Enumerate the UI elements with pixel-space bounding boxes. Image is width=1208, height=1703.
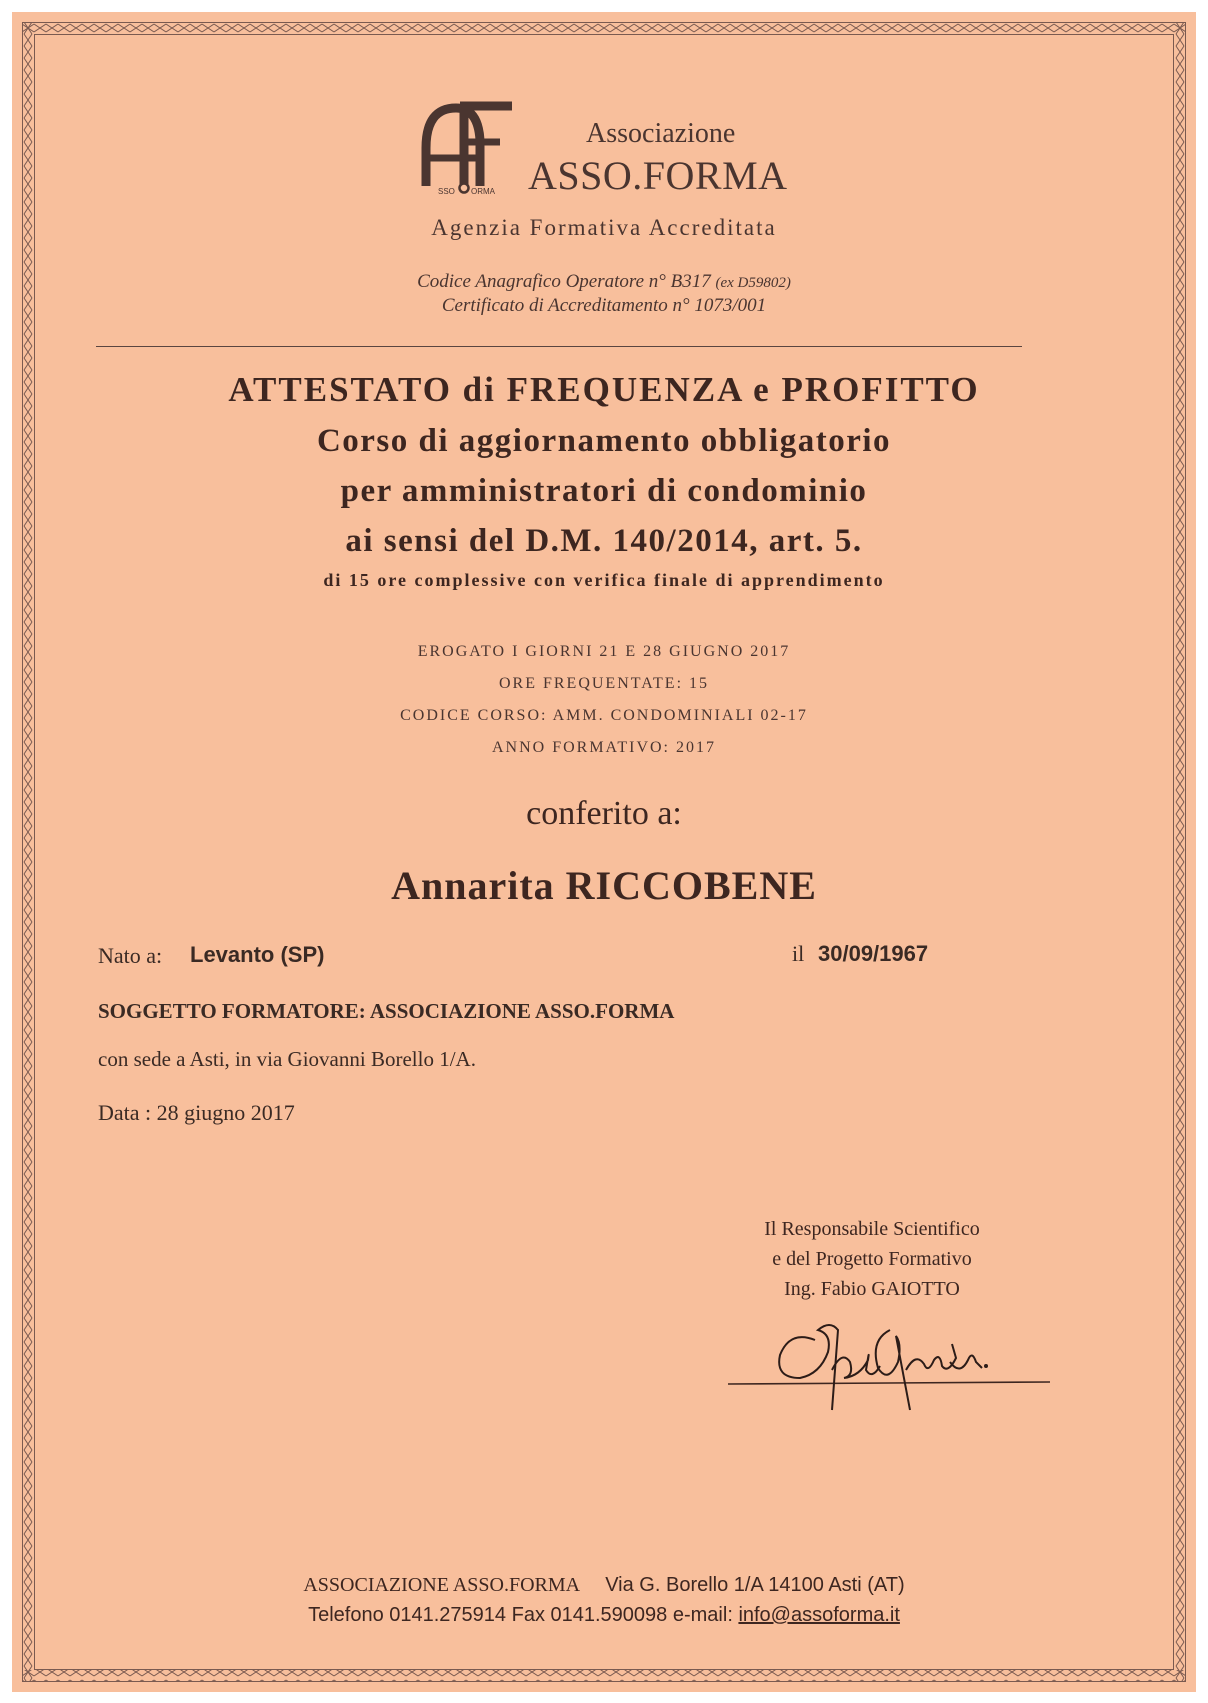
footer-contact-line [0, 1604, 1208, 1627]
birth-place-label: Nato a: [98, 943, 163, 968]
operator-code-line [0, 271, 1208, 293]
course-detail-dates: EROGATO I GIORNI 21 E 28 GIUGNO 2017 [417, 643, 791, 660]
course-detail-hours: ORE FREQUENTATE: 15 [498, 675, 710, 692]
association-name: ASSO.FORMA [528, 153, 788, 198]
birth-place-value: Levanto (SP) [190, 942, 325, 967]
course-title-line-2: per amministratori di condominio [340, 473, 868, 509]
accreditation-certificate: Certificato di Accreditamento n° 1073/001 [441, 295, 767, 316]
assoforma-logo [418, 100, 818, 210]
association-label: Associazione [586, 118, 736, 149]
footer-phone: Telefono 0141.275914 [308, 1604, 507, 1626]
conferred-label: conferito a: [526, 795, 682, 832]
af-monogram-icon [418, 100, 528, 210]
footer-address: Via G. Borello 1/A 14100 Asti (AT) [605, 1574, 905, 1596]
signatory-title-2: e del Progetto Formativo [772, 1248, 972, 1270]
footer-fax: Fax 0141.590098 [511, 1604, 668, 1626]
footer-address-line [0, 1574, 1208, 1597]
course-detail-year: ANNO FORMATIVO: 2017 [491, 739, 716, 756]
header-divider [96, 346, 1022, 347]
footer-email-link[interactable]: info@assoforma.it [738, 1604, 900, 1626]
signatory-title-1: Il Responsabile Scientifico [764, 1218, 980, 1240]
recipient-name: Annarita RICCOBENE [391, 863, 817, 908]
signatory-name: Ing. Fabio GAIOTTO [784, 1278, 960, 1300]
logo-small-text-left: SSO [438, 187, 455, 196]
course-title-line-1: Corso di aggiornamento obbligatorio [316, 423, 892, 459]
handwritten-signature [720, 1300, 1060, 1420]
training-provider: SOGGETTO FORMATORE: ASSOCIAZIONE ASSO.FORMA [98, 999, 675, 1023]
logo-small-text-right: ORMA [471, 187, 495, 196]
agency-subtitle: Agenzia Formativa Accreditata [431, 215, 777, 240]
course-detail-code: CODICE CORSO: AMM. CONDOMINIALI 02-17 [400, 707, 808, 724]
operator-code-ex: (ex D59802) [715, 275, 791, 291]
operator-code: Codice Anagrafico Operatore n° B317 [417, 271, 711, 292]
footer-email-label: e-mail: [672, 1604, 733, 1626]
birth-date-value: 30/09/1967 [818, 941, 929, 966]
course-title-line-3: ai sensi del D.M. 140/2014, art. 5. [345, 523, 863, 559]
issue-date: Data : 28 giugno 2017 [98, 1100, 295, 1125]
provider-address: con sede a Asti, in via Giovanni Borello 1/A. [98, 1047, 476, 1071]
birth-date-label: il [792, 941, 805, 966]
course-subtitle: di 15 ore complessive con verifica finale di apprendimento [323, 570, 885, 590]
footer-org: ASSOCIAZIONE ASSO.FORMA [303, 1574, 581, 1596]
certificate-title: ATTESTATO di FREQUENZA e PROFITTO [228, 370, 980, 409]
